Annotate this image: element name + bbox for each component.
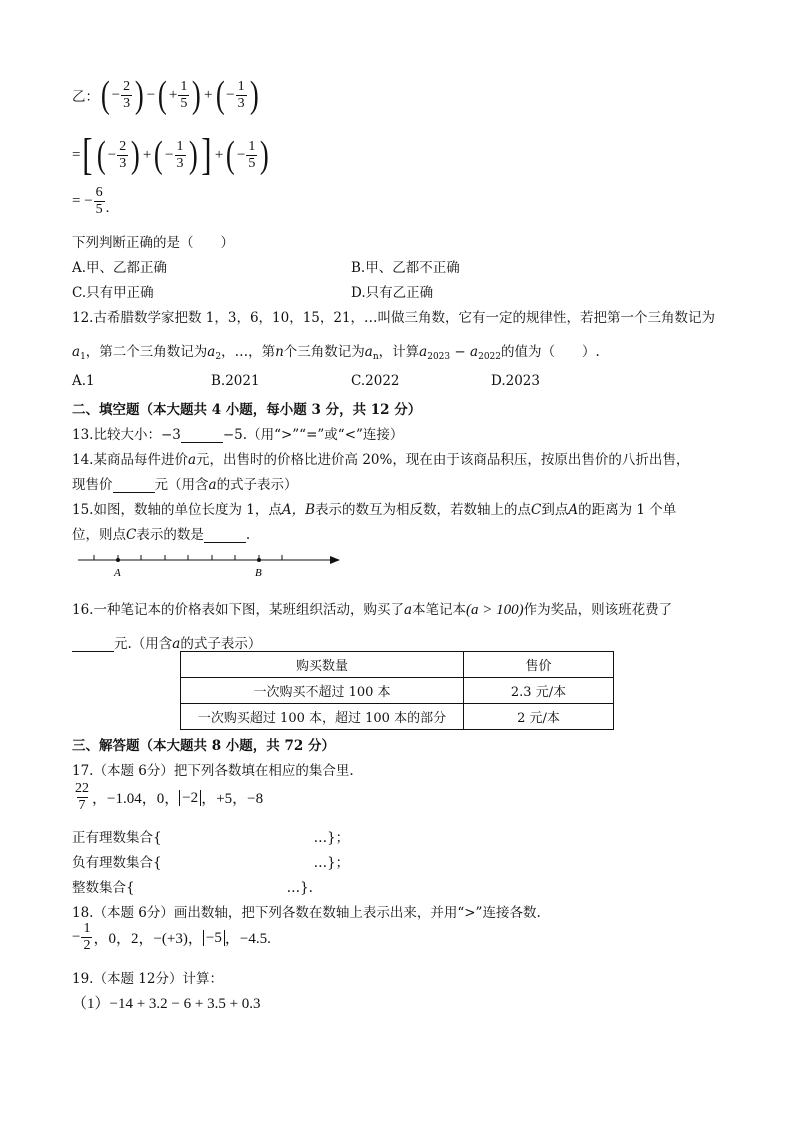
fraction: $\frac{22}{7}$ bbox=[75, 781, 89, 813]
positive-rational-set[interactable]: 正有理数集合{ …}； bbox=[72, 830, 350, 846]
q13: 13.比较大小：−3 −5.（用“>”“=”或“<”连接） bbox=[72, 427, 404, 443]
q18-numbers: − $\frac{1}{2}$ ，0，2，−(+3)， −5 ，−4.5. bbox=[72, 921, 271, 953]
q15-line1: 15.如图，数轴的单位长度为 1，点A，B表示的数互为相反数，若数轴上的点C到点A的距离为 1 个单 bbox=[72, 502, 677, 518]
axis-arrow bbox=[330, 556, 340, 564]
section-2-heading: 二、填空题（本大题共 4 小题，每小题 3 分，共 12 分） bbox=[72, 402, 422, 418]
q12-option-a[interactable]: A.1 bbox=[72, 373, 95, 389]
answer-blank[interactable] bbox=[72, 639, 114, 652]
fraction: $\frac{2}{3}$ bbox=[119, 138, 127, 171]
q19-title: 19.（本题 12分）计算： bbox=[72, 971, 223, 987]
absolute-value: −2 bbox=[179, 790, 201, 806]
table-header: 售价 bbox=[464, 652, 614, 678]
q11-prompt: 下列判断正确的是（ ） bbox=[72, 235, 234, 251]
fraction: $\frac{1}{5}$ bbox=[180, 78, 188, 111]
table-row bbox=[181, 704, 614, 730]
q12-option-d[interactable]: D.2023 bbox=[491, 373, 540, 389]
q12-option-b[interactable]: B.2021 bbox=[211, 373, 260, 389]
axis-ticks bbox=[94, 555, 282, 560]
table-row bbox=[181, 678, 614, 704]
integer-set[interactable]: 整数集合{ …}. bbox=[72, 880, 313, 896]
yi-expression-line2: = [ ( − $\frac{2}{3}$ ) + ( − $\frac{1}{3}$ ) ] + ( − $\frac{1}{5}$ ) bbox=[72, 130, 270, 179]
fraction: $\frac{1}{5}$ bbox=[248, 138, 256, 171]
label-b: B bbox=[255, 567, 262, 579]
answer-blank[interactable] bbox=[113, 480, 155, 493]
table-cell: 2.3 元/本 bbox=[464, 678, 614, 704]
fraction: $\frac{2}{3}$ bbox=[123, 78, 131, 111]
negative-rational-set[interactable]: 负有理数集合{ …}； bbox=[72, 855, 350, 871]
fraction: $\frac{1}{3}$ bbox=[176, 138, 184, 171]
table-cell: 一次购买超过 100 本，超过 100 本的部分 bbox=[181, 704, 464, 730]
q18-title: 18.（本题 6分）画出数轴，把下列各数在数轴上表示出来，并用“>”连接各数. bbox=[72, 905, 541, 921]
q17-title: 17.（本题 6分）把下列各数填在相应的集合里. bbox=[72, 763, 354, 779]
table-cell: 2 元/本 bbox=[464, 704, 614, 730]
fraction: $\frac{6}{5}$ bbox=[95, 185, 103, 217]
number-line-figure bbox=[72, 548, 352, 582]
table-header: 购买数量 bbox=[181, 652, 464, 678]
q16-line1: 16.一种笔记本的价格表如下图，某班组织活动，购买了a本笔记本(a > 100)作为奖品，则该班花费了 bbox=[72, 602, 673, 618]
q12-option-c[interactable]: C.2022 bbox=[351, 373, 400, 389]
section-3-heading: 三、解答题（本大题共 8 小题，共 72 分） bbox=[72, 738, 335, 754]
q11-option-a[interactable]: A.甲、乙都正确 bbox=[72, 260, 168, 276]
q17-numbers: $\frac{22}{7}$ ，−1.04，0， −2 ，+5，−8 bbox=[75, 781, 264, 813]
q12-line1: 12.古希腊数学家把数 1，3，6，10，15，21，…叫做三角数，它有一定的规律性，若把第一个三角数记为 bbox=[72, 310, 716, 326]
absolute-value: −5 bbox=[203, 930, 225, 946]
table-cell: 一次购买不超过 100 本 bbox=[181, 678, 464, 704]
q14-line1: 14.某商品每件进价a元，出售时的价格比进价高 20%，现在由于该商品积压，按原出售价的八折出售， bbox=[72, 452, 690, 468]
q11-option-d[interactable]: D.只有乙正确 bbox=[351, 285, 434, 301]
table-header-row bbox=[181, 652, 614, 678]
fraction: $\frac{1}{2}$ bbox=[83, 921, 91, 953]
answer-blank[interactable] bbox=[204, 530, 246, 543]
answer-blank[interactable] bbox=[181, 430, 223, 443]
label-a: A bbox=[114, 567, 121, 579]
price-table bbox=[180, 651, 614, 730]
yi-result: = − $\frac{6}{5}$ . bbox=[72, 185, 110, 217]
point-a bbox=[116, 558, 120, 562]
q15-line2: 位，则点C表示的数是 . bbox=[72, 527, 251, 543]
point-b bbox=[257, 558, 261, 562]
q14-line2: 现售价 元（用含a的式子表示） bbox=[72, 477, 298, 493]
yi-expression-line1: 乙： ( − $\frac{2}{3}$ ) − ( + $\frac{1}{5}$ ) + ( − $\frac{1}{3}$ ) bbox=[72, 74, 259, 116]
q11-option-c[interactable]: C.只有甲正确 bbox=[72, 285, 154, 301]
q12-line2: $a_1$，第二个三角数记为$a_2$，…，第n个三角数记为$a_n$，计算$a_{2023} - a_{2022}$的值为（ ）. bbox=[72, 344, 600, 362]
q11-option-b[interactable]: B.甲、乙都不正确 bbox=[351, 260, 460, 276]
q19-item1: （1）−14 + 3.2 − 6 + 3.5 + 0.3 bbox=[72, 996, 261, 1012]
fraction: $\frac{1}{3}$ bbox=[237, 78, 245, 111]
yi-label: 乙： bbox=[72, 89, 99, 105]
q16-line2: 元.（用含a的式子表示） bbox=[72, 632, 261, 652]
